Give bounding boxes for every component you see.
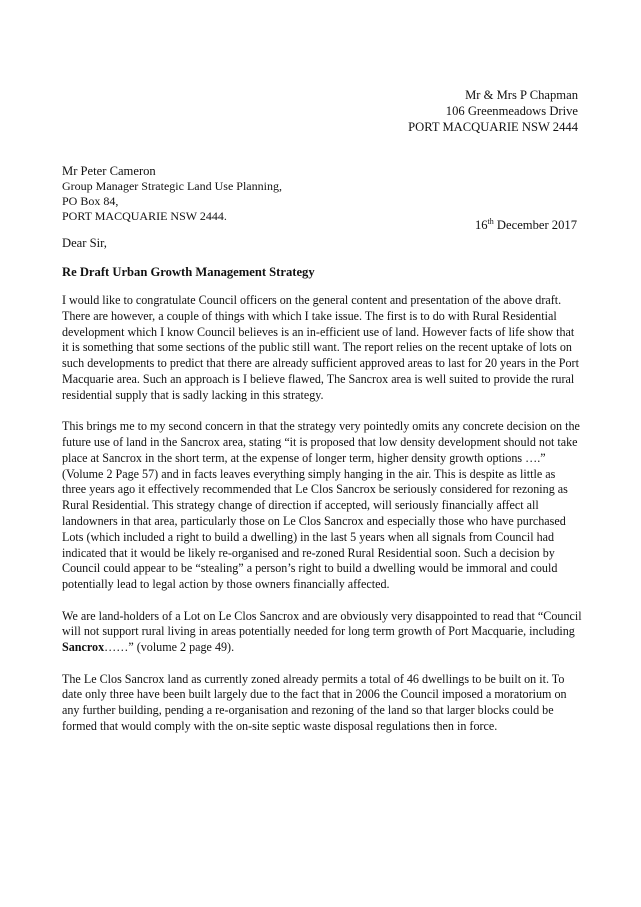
paragraph-3-emphasis: Sancrox xyxy=(62,640,105,655)
paragraph-2: This brings me to my second concern in that the strategy very pointedly omits any concrete decision on the future use of land in the Sancrox area, stating “it is proposed that low density development should not take place at Sancrox in the short term, at the expense of longer term, higher density growth options ….” (Volume 2 Page 57) and in facts leaves everything simply hanging in the air. This is despite as little as three years ago it effectively recommended that Le Clos Sancrox be seriously considered for rezoning as Rural Residential. This strategy change of direction if accepted, will seriously financially affect all landowners in that area, particularly those on Le Clos Sancrox and especially those who have purchased Lots (which included a right to build a dwelling) in the last 5 years when all signals from Council had indicated that it would be likely re-organised and re-zoned Rural Residential soon. Such a decision by Council could appear to be “stealing” a person’s right to build a dwelling would be immoral and could potentially lead to legal action by those owners financially affected. xyxy=(62,419,580,592)
paragraph-1: I would like to congratulate Council officers on the general content and presentation of the above draft. There are however, a couple of things with which I take issue. The first is to do with Rural Residential development which I know Council believes is an in-efficient use of land. However facts of life show that it is something that some sections of the public still want. The report relies on the recent uptake of lots on such developments to predict that there are already sufficient approved areas to last for 20 years in the Port Macquarie area. Such an approach is I believe flawed, The Sancrox area is well suited to provide the rural residential supply that is sadly lacking in this strategy. xyxy=(62,293,579,402)
sender-address xyxy=(408,87,578,135)
salutation: Dear Sir, xyxy=(62,236,107,250)
recipient-name: Mr Peter Cameron xyxy=(62,164,156,178)
sender-city: PORT MACQUARIE NSW 2444 xyxy=(408,120,578,134)
recipient-position: Group Manager Strategic Land Use Planning, xyxy=(62,179,282,193)
sender-street: 106 Greenmeadows Drive xyxy=(445,104,578,118)
subject-heading: Re Draft Urban Growth Management Strategy xyxy=(62,265,315,279)
letter-body xyxy=(62,293,582,750)
paragraph-3-before: We are land-holders of a Lot on Le Clos Sancrox and are obviously very disappointed to read that “Council will not support rural living in areas potentially needed for long term growth of Port Macquarie, including xyxy=(62,608,582,639)
recipient-po-box: PO Box 84, xyxy=(62,194,119,208)
date-day: 16 xyxy=(474,218,488,232)
recipient-address xyxy=(62,163,282,224)
paragraph-4: The Le Clos Sancrox land as currently zoned already permits a total of 46 dwellings to be built on it. To date only three have been built largely due to the fact that in 2006 the Council imposed a moratorium on any further building, pending a re-organisation and rezoning of the land so that larger blocks could be formed that would comply with the on-site septic waste disposal regulations then in force. xyxy=(62,671,567,733)
date-month-year: December 2017 xyxy=(493,218,577,232)
letter-date xyxy=(475,217,577,233)
paragraph-3 xyxy=(62,609,582,656)
date-suffix: th xyxy=(487,217,494,226)
sender-name: Mr & Mrs P Chapman xyxy=(465,88,578,102)
recipient-city: PORT MACQUARIE NSW 2444. xyxy=(62,209,227,223)
paragraph-3-after: ……” (volume 2 page 49). xyxy=(104,640,235,655)
